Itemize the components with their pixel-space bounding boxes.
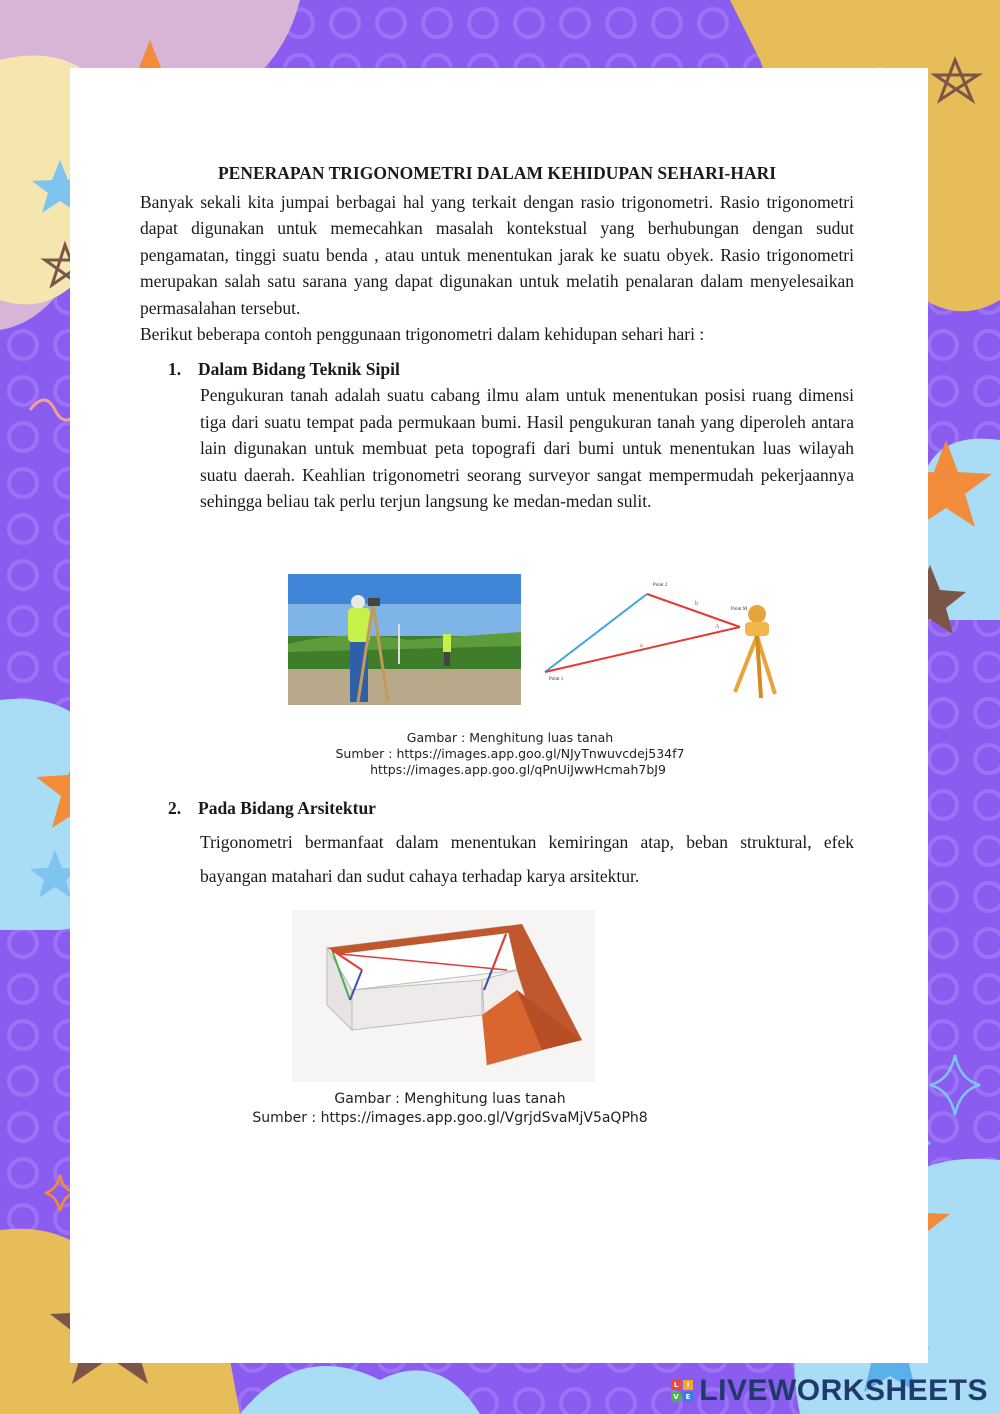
item-number: 1. [168,358,182,379]
document-content-2 [140,791,854,893]
intro-paragraph: Banyak sekali kita jumpai berbagai hal yang terkait dengan rasio trigonometri. Rasio trigonometri dapat digunakan untuk memecahkan masalah kontekstual yang berhubungan dengan sudut pengamatan, tinggi suatu benda , atau untuk menentukan jarak ke suatu obyek. Rasio trigonometri merupakan salah satu sarana yang dapat digunakan untuk melatih penalaran dalam menyelesaikan permasalahan tersebut. [140,191,854,318]
liveworksheets-logo[interactable] [671,1374,988,1408]
point2-label: Point 2 [653,583,668,588]
brand-name: LIVEWORKSHEETS [699,1374,988,1407]
caption-title: Gambar : Menghitung luas tanah [406,730,614,745]
caption-source: Sumber : https://images.app.goo.gl/VgrjdSvaMjV5aQPh8 [252,1110,648,1126]
pointm-label: Point M [731,607,748,612]
list-item [140,791,854,893]
logo-letter: L [671,1380,681,1390]
surveyor-photo [288,574,521,705]
item-title: Pada Bidang Arsitektur [198,798,376,818]
page-title: PENERAPAN TRIGONOMETRI DALAM KEHIDUPAN SEHARI-HARI [217,163,777,183]
caption-title: Gambar : Menghitung luas tanah [334,1091,566,1107]
point1-label: Point 1 [549,677,564,682]
logo-letter: V [671,1392,681,1402]
logo-icon [671,1380,693,1402]
item-body: Pengukuran tanah adalah suatu cabang ilmu alam untuk menentukan posisi ruang dimensi tiga dari suatu tempat pada permukaan bumi. Hasil pengukuran tanah yang diperoleh antara lain digunakan untuk membuat peta topografi dari bumi untuk menentukan luas wilayah suatu daerah. Keahlian trigonometri seorang surveyor sangat mempermudah pekerjaannya sehingga beliau tak perlu terjun langsung ke medan-medan sulit. [200,385,854,511]
list-item [140,356,854,515]
logo-letter: E [683,1392,693,1402]
item-heading [140,356,854,383]
side-b-label: b [695,601,698,607]
side-a-label: a [640,643,643,649]
item-body: Trigonometri bermanfaat dalam menentukan kemiringan atap, beban struktural, efek bayangan matahari dan sudut cahaya terhadap karya arsitektur. [200,832,854,886]
item-title: Dalam Bidang Teknik Sipil [198,358,400,379]
roof-illustration [292,910,595,1082]
lead-paragraph: Berikut beberapa contoh penggunaan trigonometri dalam kehidupan sehari hari : [140,324,705,344]
caption-source-2: https://images.app.goo.gl/qPnUiJwwHcmah7bJ9 [370,762,666,777]
figure-caption-2 [240,1090,660,1128]
item-number: 2. [168,798,182,818]
caption-source: Sumber : https://images.app.goo.gl/NJyTnwuvcdej534f7 [335,746,685,761]
figure-caption [300,730,720,778]
triangulation-diagram [535,572,785,707]
item-heading [140,791,854,825]
logo-letter: I [683,1380,693,1390]
angle-label: A [715,624,720,630]
document-content [140,160,854,515]
